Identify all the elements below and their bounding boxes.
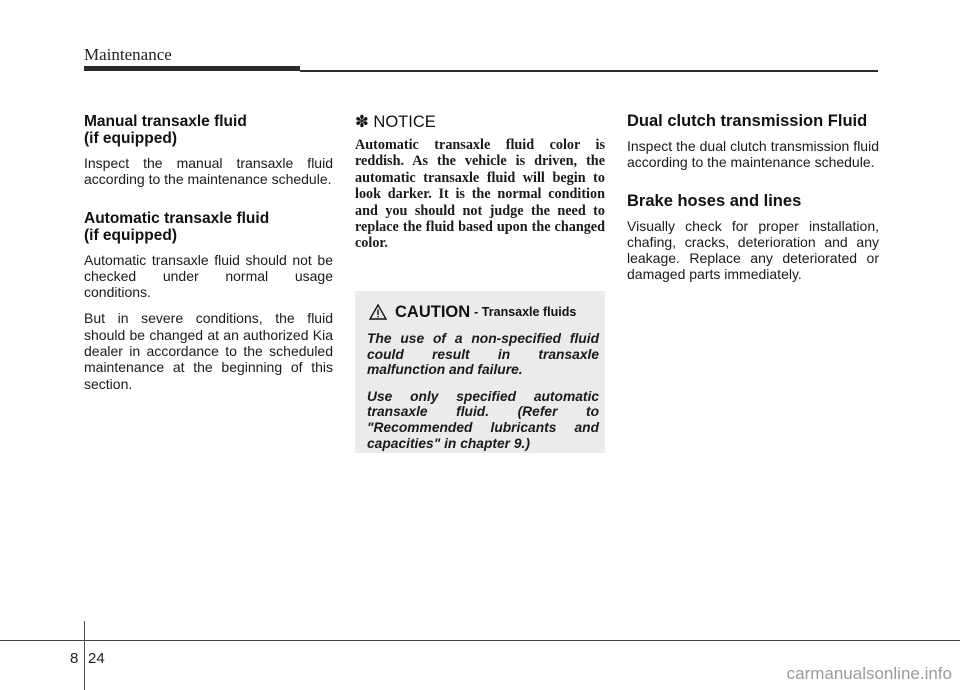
column-middle bbox=[355, 113, 605, 252]
notice-body: Automatic transaxle fluid color is reddish. As the vehicle is driven, the automatic transaxle fluid will begin to look darker. It is the normal condition and you should not judge the need to replace the fluid based upon the changed color. bbox=[355, 137, 605, 252]
brake-hoses-body: Visually check for proper installation, chafing, cracks, deterioration and any leakage. Replace any deteriorated or damaged parts immediately. bbox=[627, 217, 879, 283]
dct-fluid-body: Inspect the dual clutch transmission fluid according to the maintenance schedule. bbox=[627, 138, 879, 171]
column-left bbox=[84, 113, 333, 402]
caution-header bbox=[369, 301, 576, 323]
caution-text bbox=[367, 331, 599, 462]
dct-fluid-heading: Dual clutch transmission Fluid bbox=[627, 112, 868, 130]
caution-box bbox=[355, 291, 605, 453]
manual-transaxle-heading: Manual transaxle fluid (if equipped) bbox=[84, 113, 247, 147]
footer-vertical-rule bbox=[84, 621, 85, 690]
column-right bbox=[627, 113, 879, 293]
automatic-transaxle-body-1: Automatic transaxle fluid should not be checked under normal usage conditions. bbox=[84, 251, 333, 301]
automatic-transaxle-heading: Automatic transaxle fluid (if equipped) bbox=[84, 209, 270, 244]
manual-transaxle-body: Inspect the manual transaxle fluid according to the maintenance schedule. bbox=[84, 155, 333, 188]
caution-subtitle: - Transaxle fluids bbox=[474, 305, 577, 319]
header-rule-thick bbox=[84, 66, 300, 71]
header-title: Maintenance bbox=[84, 45, 172, 64]
caution-text-2: Use only specified automatic transaxle fluid. (Refer to "Recommended lubricants and capacities" in chapter 9.) bbox=[367, 388, 599, 451]
footer-horizontal-rule bbox=[0, 640, 960, 641]
caution-text-1: The use of a non-specified fluid could result in transaxle malfunction and failure. bbox=[367, 331, 599, 378]
notice-heading: ✽ NOTICE bbox=[355, 113, 436, 131]
caution-word: CAUTION bbox=[395, 302, 471, 321]
page-chapter-number: 8 bbox=[70, 650, 79, 667]
automatic-transaxle-body-2: But in severe conditions, the fluid should be changed at an authorized Kia dealer in accordance to the scheduled maintenance at the beginning of this section. bbox=[84, 310, 333, 392]
page-number: 24 bbox=[88, 650, 105, 667]
header-rule-thin bbox=[300, 70, 878, 72]
warning-triangle-icon bbox=[369, 304, 387, 320]
watermark-text: carmanualsonline.info bbox=[786, 664, 952, 683]
brake-hoses-heading: Brake hoses and lines bbox=[627, 191, 802, 210]
